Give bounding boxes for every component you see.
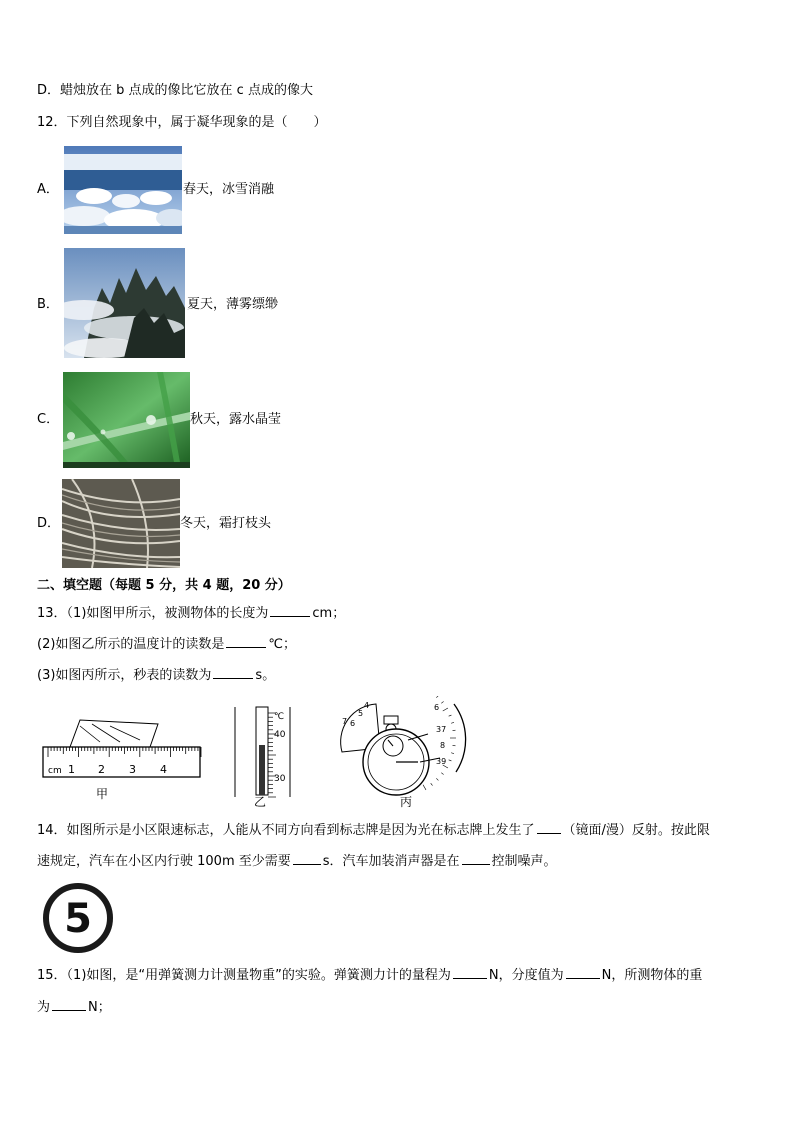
ruler-tick-label-2: 2 [98, 763, 105, 776]
q15-line1-text-a: 15．（1)如图，是“用弹簧测力计测量物重”的实验。弹簧测力计的量程为 [37, 968, 451, 983]
ruler-tick-label-1: 1 [68, 763, 75, 776]
stopwatch-small-4: 4 [364, 701, 370, 710]
ruler-caption: 甲 [96, 787, 109, 801]
q15-line1-text-c: N，所测物体的重 [601, 968, 703, 983]
stopwatch-tick [423, 785, 426, 790]
thermometer-caption: 乙 [254, 795, 267, 809]
q12-option-d-text: 冬天，霜打枝头 [180, 516, 272, 531]
q13-blank-length [270, 604, 310, 617]
q12-option-c-letter: C． [37, 412, 60, 427]
q13-line3-text-b: s。 [255, 668, 276, 683]
mist-mountain-photo [64, 248, 185, 358]
q14-line1 [37, 821, 710, 840]
dew-grass-photo [63, 372, 190, 468]
ruler-figure [40, 712, 202, 802]
q12-option-b-letter: B． [37, 297, 59, 312]
stopwatch-small-7: 7 [342, 717, 348, 726]
stopwatch-tick [449, 760, 452, 761]
stopwatch-small-6: 6 [350, 719, 356, 728]
stopwatch-tick [449, 715, 452, 716]
q11-option-d: D．蜡烛放在 b 点成的像比它放在 c 点成的像大 [37, 83, 313, 98]
stopwatch-tick [443, 708, 448, 711]
q14-line2 [37, 852, 557, 871]
q12-option-a-text: 春天，冰雪消融 [183, 182, 275, 197]
q14-line1-text-a: 14．如图所示是小区限速标志，人能从不同方向看到标志牌是因为光在标志牌上发生了 [37, 823, 535, 838]
stopwatch-big-39: 39 [436, 757, 447, 766]
ruler-tick-label-3: 3 [129, 763, 136, 776]
q13-blank-time [213, 666, 253, 679]
ruler-tick-label-4: 4 [160, 763, 167, 776]
stopwatch-big-6: 6 [434, 703, 440, 712]
thermometer-unit-label: ℃ [274, 712, 285, 722]
q15-blank-division [566, 966, 600, 979]
q14-line2-text-b: s．汽车加装消声器是在 [322, 854, 460, 869]
section2-heading: 二、填空题（每题 5 分，共 4 题，20 分） [37, 578, 291, 593]
q15-blank-range [453, 966, 487, 979]
q14-blank-reflection [537, 821, 561, 834]
speed-limit-value: 5 [64, 896, 92, 942]
q15-line2-text-a: 为 [37, 1000, 51, 1015]
q14-blank-noise [462, 852, 490, 865]
q15-blank-weight [52, 998, 86, 1011]
stopwatch-tick [441, 701, 443, 703]
q15-line1-text-b: N，分度值为 [488, 968, 564, 983]
stopwatch-tick [451, 753, 454, 754]
q14-line1-text-b: （镜面/漫）反射。按此限 [562, 823, 710, 838]
thermometer-figure [230, 705, 300, 810]
stopwatch-big-8: 8 [440, 741, 446, 750]
q13-line2-text-b: ℃； [268, 637, 297, 652]
q12-option-b-text: 夏天，薄雾缥缈 [187, 297, 279, 312]
q13-line3 [37, 666, 275, 685]
q14-line2-text-a: 速规定，汽车在小区内行驶 100m 至少需要 [37, 854, 291, 869]
q13-line1-text-b: cm； [312, 606, 346, 621]
q15-line2-text-b: N； [88, 1000, 111, 1015]
stopwatch-tick [436, 778, 438, 780]
stopwatch-tick [441, 773, 443, 775]
frost-branch-photo [62, 479, 180, 568]
thermometer-tick-30: 30 [274, 774, 286, 784]
q12-option-a-letter: A． [37, 182, 59, 197]
stopwatch-small-5: 5 [358, 709, 364, 718]
q13-line1 [37, 604, 345, 623]
q12-stem: 12．下列自然现象中，属于凝华现象的是（ ） [37, 115, 327, 130]
stopwatch-figure [336, 696, 476, 811]
stopwatch-tick [451, 722, 454, 723]
stopwatch-tick [436, 696, 438, 698]
ruler-unit-label: cm [48, 766, 62, 776]
speed-limit-sign [42, 882, 114, 954]
q13-line1-text-a: 13．（1)如图甲所示，被测物体的长度为 [37, 606, 269, 621]
q13-line2 [37, 635, 296, 654]
q13-blank-temperature [226, 635, 266, 648]
q15-line1 [37, 966, 702, 985]
q13-line2-text-a: (2)如图乙所示的温度计的读数是 [37, 637, 225, 652]
q12-option-d-letter: D． [37, 516, 61, 531]
q13-line3-text-a: (3)如图丙所示，秒表的读数为 [37, 668, 212, 683]
q12-option-c-text: 秋天，露水晶莹 [190, 412, 282, 427]
stopwatch-tick [431, 783, 433, 785]
stopwatch-caption: 丙 [400, 795, 413, 809]
stopwatch-big-37: 37 [436, 725, 447, 734]
thermometer-tick-40: 40 [274, 730, 286, 740]
snow-melt-photo [64, 146, 182, 234]
q15-line2 [37, 998, 111, 1017]
q14-line2-text-c: 控制噪声。 [491, 854, 557, 869]
q14-blank-time [293, 852, 321, 865]
